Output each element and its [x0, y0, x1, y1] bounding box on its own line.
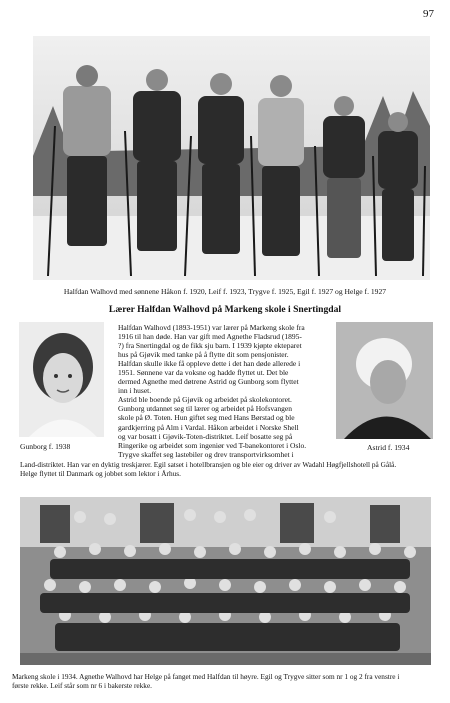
article-body-full: [20, 460, 440, 478]
article-line: dermed Agnethe med døtrene Astrid og Gunborg som flyttet: [118, 377, 299, 387]
article-line: Trygve skaffet seg lastebiler og drev transportvirksomhet i: [118, 449, 294, 459]
article-heading: Lærer Halfdan Walhovd på Markeng skole i Snertingdal: [108, 304, 342, 315]
top-photo-caption: Halfdan Walhovd med sønnene Håkon f. 1920, Leif f. 1923, Trygve f. 1925, Egil f. 1927 og Helge f. 1927: [63, 287, 387, 296]
portrait-gunborg: [19, 322, 104, 437]
caption-astrid: Astrid f. 1934: [367, 443, 410, 452]
portrait-astrid: [336, 322, 433, 439]
article-line: Ringerike og arbeidet som ingeniør ved T-banekontoret i Oslo.: [118, 440, 307, 450]
article-line: Halfdan skulle ikke få oppleve dette i det han døde allerede i: [118, 359, 301, 369]
caption-line: Markeng skole i 1934. Agnethe Walhovd har Helge på fanget med Halfdan til høyre. Egil og Trygve sitter som nr 1 og 2 fra venstre i: [12, 672, 400, 681]
article-line: og var bosatt i Gjøvik-Toten-distriktet. Leif bosatte seg på: [118, 431, 293, 441]
school-class-photo: [20, 497, 431, 665]
article-line: gardkjerring på Alm i Vardal. Håkon arbeidet i Norske Shell: [118, 422, 299, 432]
article-body-column: [118, 323, 332, 459]
article-line: 1916 til han døde. Han var gift med Agnethe Fladsrud (1895-: [118, 332, 302, 342]
page-number: 97: [423, 8, 434, 20]
article-line: Land-distriktet. Han var en dyktig treskjærer. Egil satset i hotellbransjen og ble eier og driver av Wadahl Høgfjellshotell på Gålå.: [20, 460, 397, 469]
article-line: hus på Gjøvik med tanke på å flytte dit som pensjonister.: [118, 350, 289, 360]
article-line: inn i huset.: [118, 386, 152, 396]
article-line: Halfdan Walhovd (1893-1951) var lærer på Markeng skole fra: [118, 323, 305, 332]
article-line: ?) fra Snertingdal og de fikk sju barn. I 1939 kjøpte ekteparet: [118, 341, 302, 351]
article-line: skole på Ø. Toten. Hun giftet seg med Hans Børstad og ble: [118, 413, 295, 423]
school-photo-caption: [12, 672, 444, 690]
article-line: Gunborg utdannet seg til lærer og arbeidet på Hofsvangen: [118, 404, 292, 414]
caption-gunborg: Gunborg f. 1938: [20, 442, 71, 451]
article-line: Helge flyttet til Danmark og jobbet som lektor i Århus.: [20, 469, 181, 479]
article-line: Astrid ble boende på Gjøvik og arbeidet på skolekontoret.: [118, 395, 292, 405]
caption-line: første rekke. Leif står som nr 6 i bakerste rekke.: [12, 681, 153, 690]
article-line: 1951. Sønnene var da voksne og hadde flyttet ut. Det ble: [118, 368, 289, 378]
top-photo-skiers: [33, 36, 430, 280]
